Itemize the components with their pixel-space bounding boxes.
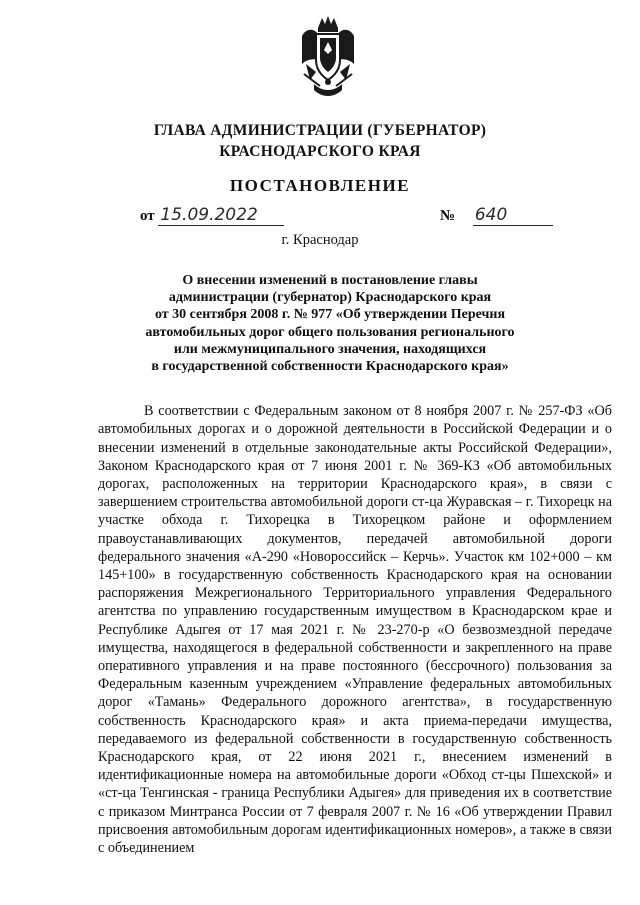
date-prefix: от bbox=[140, 208, 155, 224]
title-line: в государственной собственности Краснодарского края» bbox=[151, 359, 509, 375]
organization-name-line1: ГЛАВА АДМИНИСТРАЦИИ (ГУБЕРНАТОР) bbox=[153, 122, 487, 139]
document-date: 15.09.2022 bbox=[158, 205, 284, 226]
coat-of-arms-icon bbox=[296, 14, 360, 100]
title-line: О внесении изменений в постановление главы bbox=[182, 273, 478, 288]
document-title bbox=[130, 272, 530, 375]
title-line: от 30 сентября 2008 г. № 977 «Об утверждении Перечня bbox=[154, 307, 506, 323]
number-line bbox=[440, 205, 553, 226]
title-line: администрации (губернатор) Краснодарского края bbox=[168, 290, 492, 306]
city: г. Краснодар bbox=[281, 232, 359, 248]
title-line: или межмуниципального значения, находящихся bbox=[173, 341, 487, 357]
number-prefix: № bbox=[440, 208, 456, 224]
document-number: 640 bbox=[473, 205, 553, 226]
date-line bbox=[140, 205, 284, 226]
title-line: автомобильных дорог общего пользования регионального bbox=[145, 324, 515, 340]
body-paragraph: В соответствии с Федеральным законом от 8 ноября 2007 г. № 257-ФЗ «Об автомобильных дорогах и о дорожной деятельности в Российской Федерации и о внесении изменений в отдельные законодательные акты Российской Федерации», Законом Краснодарского края от 7 июня 2001 г. № 369-КЗ «Об автомобильных дорогах, расположенных на территории Краснодарского края», в связи с завершением строительства автомобильной дороги ст-ца Журавская – г. Тихорецк на участке обхода г. Тихорецка в Тихорецком районе и оформлением правоустанавливающих документов, передачей автомобильной дороги федерального значения «А-290 «Новороссийск – Керчь». Участок км 102+000 – км 145+100» в государственную собственность Краснодарского края на основании распоряжения Межрегионального Территориального управления Федерального агентства по управлению государственным имуществом в Краснодарском крае и Республике Адыгея от 17 мая 2021 г. № 23-270-р «О безвозмездной передаче имущества, находящегося в федеральной собственности и закрепленного на праве оперативного управления и на праве постоянного (бессрочного) пользования за Федеральным казенным учреждением «Управление федеральных автомобильных дорог «Тамань» Федерального дорожного агентства», в государственную собственность Краснодарского края» и акта приема-передачи имущества, передаваемого из федеральной собственности в государственную собственность Краснодарского края, от 22 июня 2021 г., внесением изменений в идентификационные номера на автомобильные дороги «Обход ст-цы Пшехской» и «ст-ца Тенгинская - граница Республики Адыгея» для приведения их в соответствие с приказом Минтранса России от 7 февраля 2007 г. № 16 «Об утверждении Правил присвоения автомобильным дорогам идентификационных номеров», а также в связи с объединением bbox=[98, 403, 612, 857]
document-type: ПОСТАНОВЛЕНИЕ bbox=[229, 176, 411, 195]
organization-name-line2: КРАСНОДАРСКОГО КРАЯ bbox=[219, 143, 421, 160]
